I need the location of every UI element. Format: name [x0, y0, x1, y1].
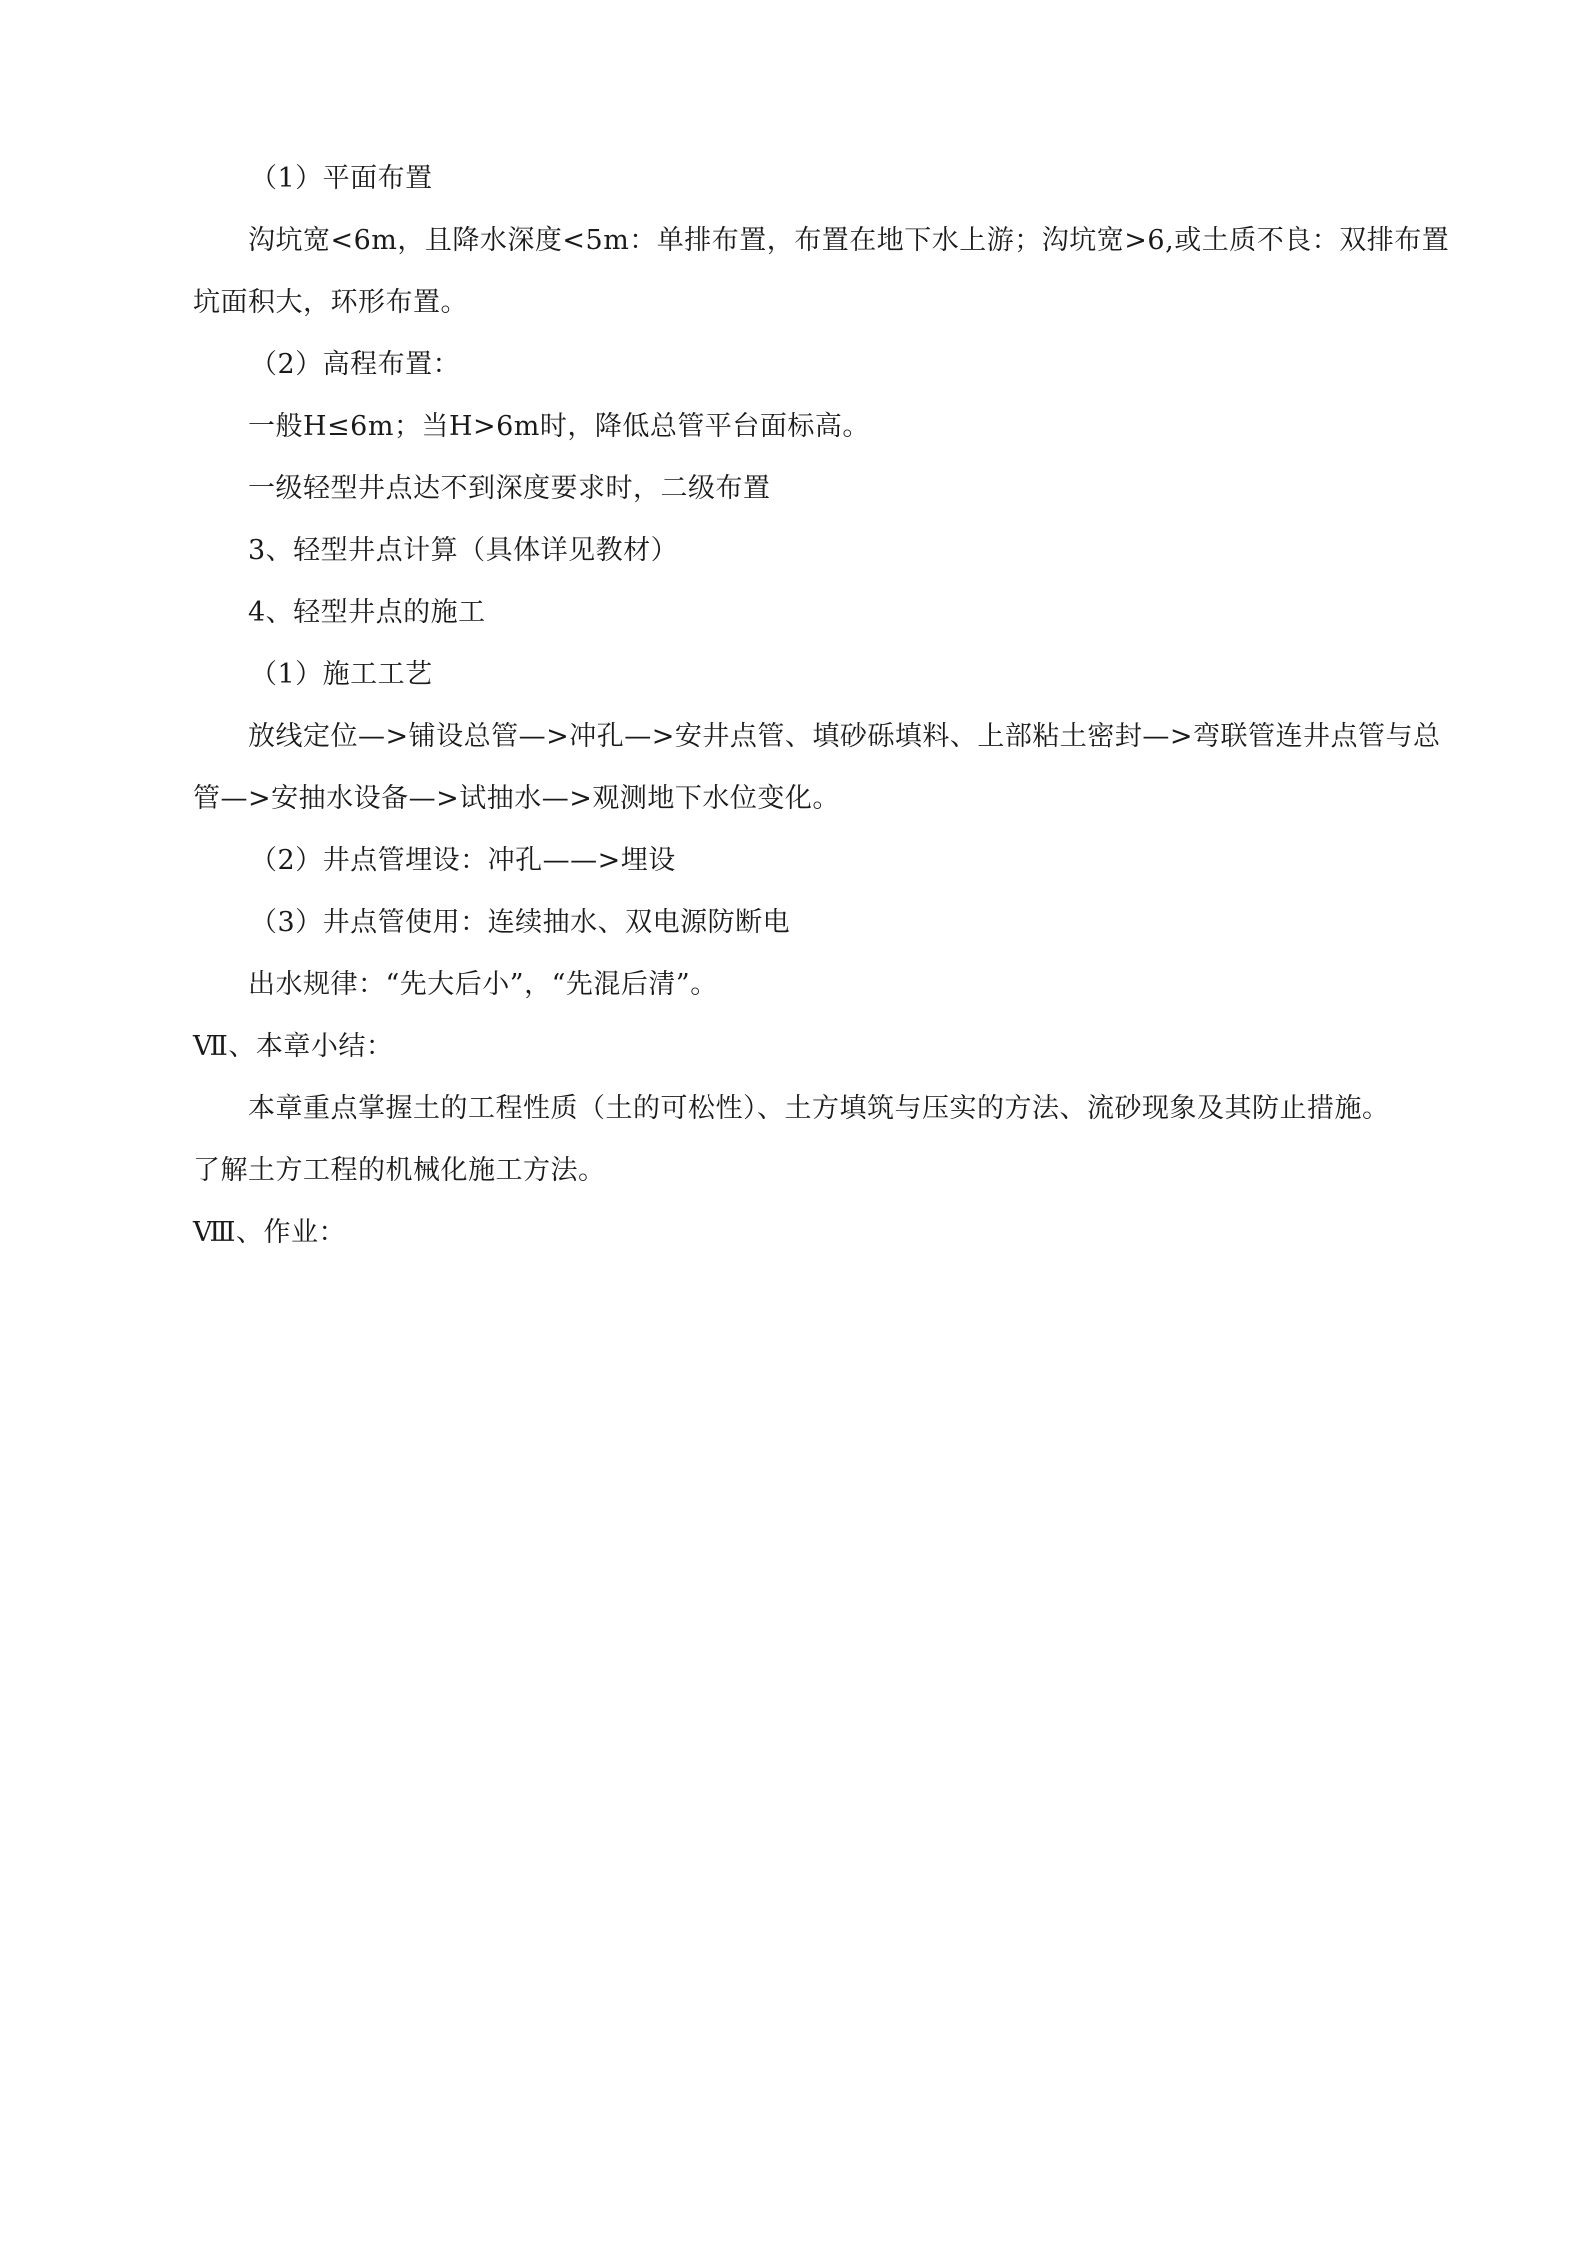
paragraph-line: 了解土方工程的机械化施工方法。: [193, 1155, 606, 1186]
paragraph-line: 管—>安抽水设备—>试抽水—>观测地下水位变化。: [193, 783, 840, 814]
paragraph-line: 坑面积大，环形布置。: [193, 287, 468, 318]
subheading-process: （1）施工工艺: [250, 659, 433, 690]
subheading-usage: （3）井点管使用：连续抽水、双电源防断电: [250, 907, 791, 938]
paragraph-line: 放线定位—>铺设总管—>冲孔—>安井点管、填砂砾填料、上部粘土密封—>弯联管连井点管与总: [248, 721, 1441, 752]
chapter-summary-heading: Ⅶ、本章小结：: [193, 1031, 394, 1062]
paragraph-line: 沟坑宽<6m，且降水深度<5m：单排布置，布置在地下水上游；沟坑宽>6,或土质不良：双排布置: [248, 225, 1450, 256]
homework-heading: Ⅷ、作业：: [193, 1217, 347, 1248]
section-heading-construction: 4、轻型井点的施工: [248, 597, 486, 628]
paragraph-line: 一级轻型井点达不到深度要求时，二级布置: [248, 473, 771, 504]
subheading-elevation-layout: （2）高程布置：: [250, 349, 461, 380]
paragraph-line: 一般H≤6m；当H>6m时，降低总管平台面标高。: [248, 411, 870, 442]
subheading-plan-layout: （1）平面布置: [250, 163, 433, 194]
paragraph-line: 本章重点掌握土的工程性质（土的可松性）、土方填筑与压实的方法、流砂现象及其防止措施。: [248, 1093, 1390, 1124]
section-heading-calculation: 3、轻型井点计算（具体详见教材）: [248, 535, 679, 566]
subheading-embedding: （2）井点管埋设：冲孔——>埋设: [250, 845, 676, 876]
paragraph-line: 出水规律：“先大后小”，“先混后清”。: [248, 969, 718, 1000]
